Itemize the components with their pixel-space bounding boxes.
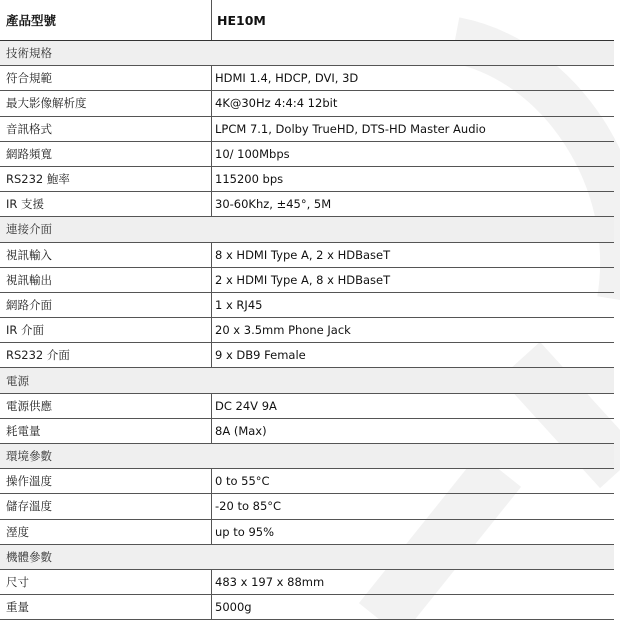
spec-row: [0, 91, 614, 116]
spec-row: [0, 520, 614, 545]
spec-label: 視訊輸出: [0, 268, 212, 292]
spec-row: [0, 494, 614, 519]
spec-value: LPCM 7.1, Dolby TrueHD, DTS-HD Master Audio: [215, 121, 486, 136]
spec-value: 10/ 100Mbps: [215, 146, 290, 161]
spec-row: [0, 343, 614, 368]
spec-value: 115200 bps: [215, 172, 284, 187]
spec-value: 5000g: [215, 600, 252, 615]
section-header-row: [0, 444, 614, 469]
spec-row: [0, 394, 614, 419]
section-title: 連接介面: [6, 222, 52, 237]
spec-label: 耗電量: [0, 419, 212, 443]
spec-label: 尺寸: [0, 570, 212, 594]
spec-row: [0, 117, 614, 142]
spec-value: 20 x 3.5mm Phone Jack: [215, 323, 351, 338]
spec-label: IR 支援: [0, 192, 212, 216]
spec-value: 4K@30Hz 4:4:4 12bit: [215, 96, 338, 111]
section-title: 電源: [6, 373, 29, 388]
spec-label: 操作溫度: [0, 469, 212, 493]
spec-label: 最大影像解析度: [0, 91, 212, 115]
section-header-row: [0, 41, 614, 66]
spec-row: [0, 469, 614, 494]
spec-label: 網路頻寬: [0, 142, 212, 166]
spec-row: [0, 142, 614, 167]
spec-value: HDMI 1.4, HDCP, DVI, 3D: [215, 71, 359, 86]
section-title: 機體參數: [6, 549, 52, 564]
spec-row: [0, 268, 614, 293]
spec-label: 電源供應: [0, 394, 212, 418]
spec-value: 2 x HDMI Type A, 8 x HDBaseT: [215, 272, 391, 287]
spec-value: 1 x RJ45: [215, 297, 263, 312]
section-title: 環境參數: [6, 449, 52, 464]
spec-label: 網路介面: [0, 293, 212, 317]
header-label: 產品型號: [0, 0, 212, 40]
spec-value: 8 x HDMI Type A, 2 x HDBaseT: [215, 247, 391, 262]
header-row: [0, 0, 614, 41]
spec-label: 音訊格式: [0, 117, 212, 141]
spec-label: 重量: [0, 595, 212, 619]
spec-label: 視訊輸入: [0, 243, 212, 267]
section-header-row: [0, 368, 614, 393]
section-title: 技術規格: [6, 46, 52, 61]
spec-value: 8A (Max): [215, 423, 267, 438]
spec-row: [0, 419, 614, 444]
spec-label: 溼度: [0, 520, 212, 544]
spec-value: 9 x DB9 Female: [215, 348, 306, 363]
spec-label: 儲存溫度: [0, 494, 212, 518]
spec-row: [0, 167, 614, 192]
spec-value: DC 24V 9A: [215, 398, 277, 413]
spec-value: up to 95%: [215, 524, 275, 539]
table-body: [0, 41, 614, 620]
spec-row: [0, 570, 614, 595]
spec-value: 0 to 55°C: [215, 474, 270, 489]
spec-row: [0, 66, 614, 91]
spec-value: 30-60Khz, ±45°, 5M: [215, 197, 332, 212]
spec-row: [0, 293, 614, 318]
spec-label: 符合規範: [0, 66, 212, 90]
section-header-row: [0, 545, 614, 570]
spec-label: IR 介面: [0, 318, 212, 342]
spec-label: RS232 鮑率: [0, 167, 212, 191]
spec-value: -20 to 85°C: [215, 499, 282, 514]
spec-row: [0, 595, 614, 620]
header-value: HE10M: [217, 12, 266, 28]
spec-row: [0, 318, 614, 343]
spec-label: RS232 介面: [0, 343, 212, 367]
spec-value: 483 x 197 x 88mm: [215, 575, 325, 590]
spec-row: [0, 243, 614, 268]
spec-row: [0, 192, 614, 217]
section-header-row: [0, 217, 614, 242]
